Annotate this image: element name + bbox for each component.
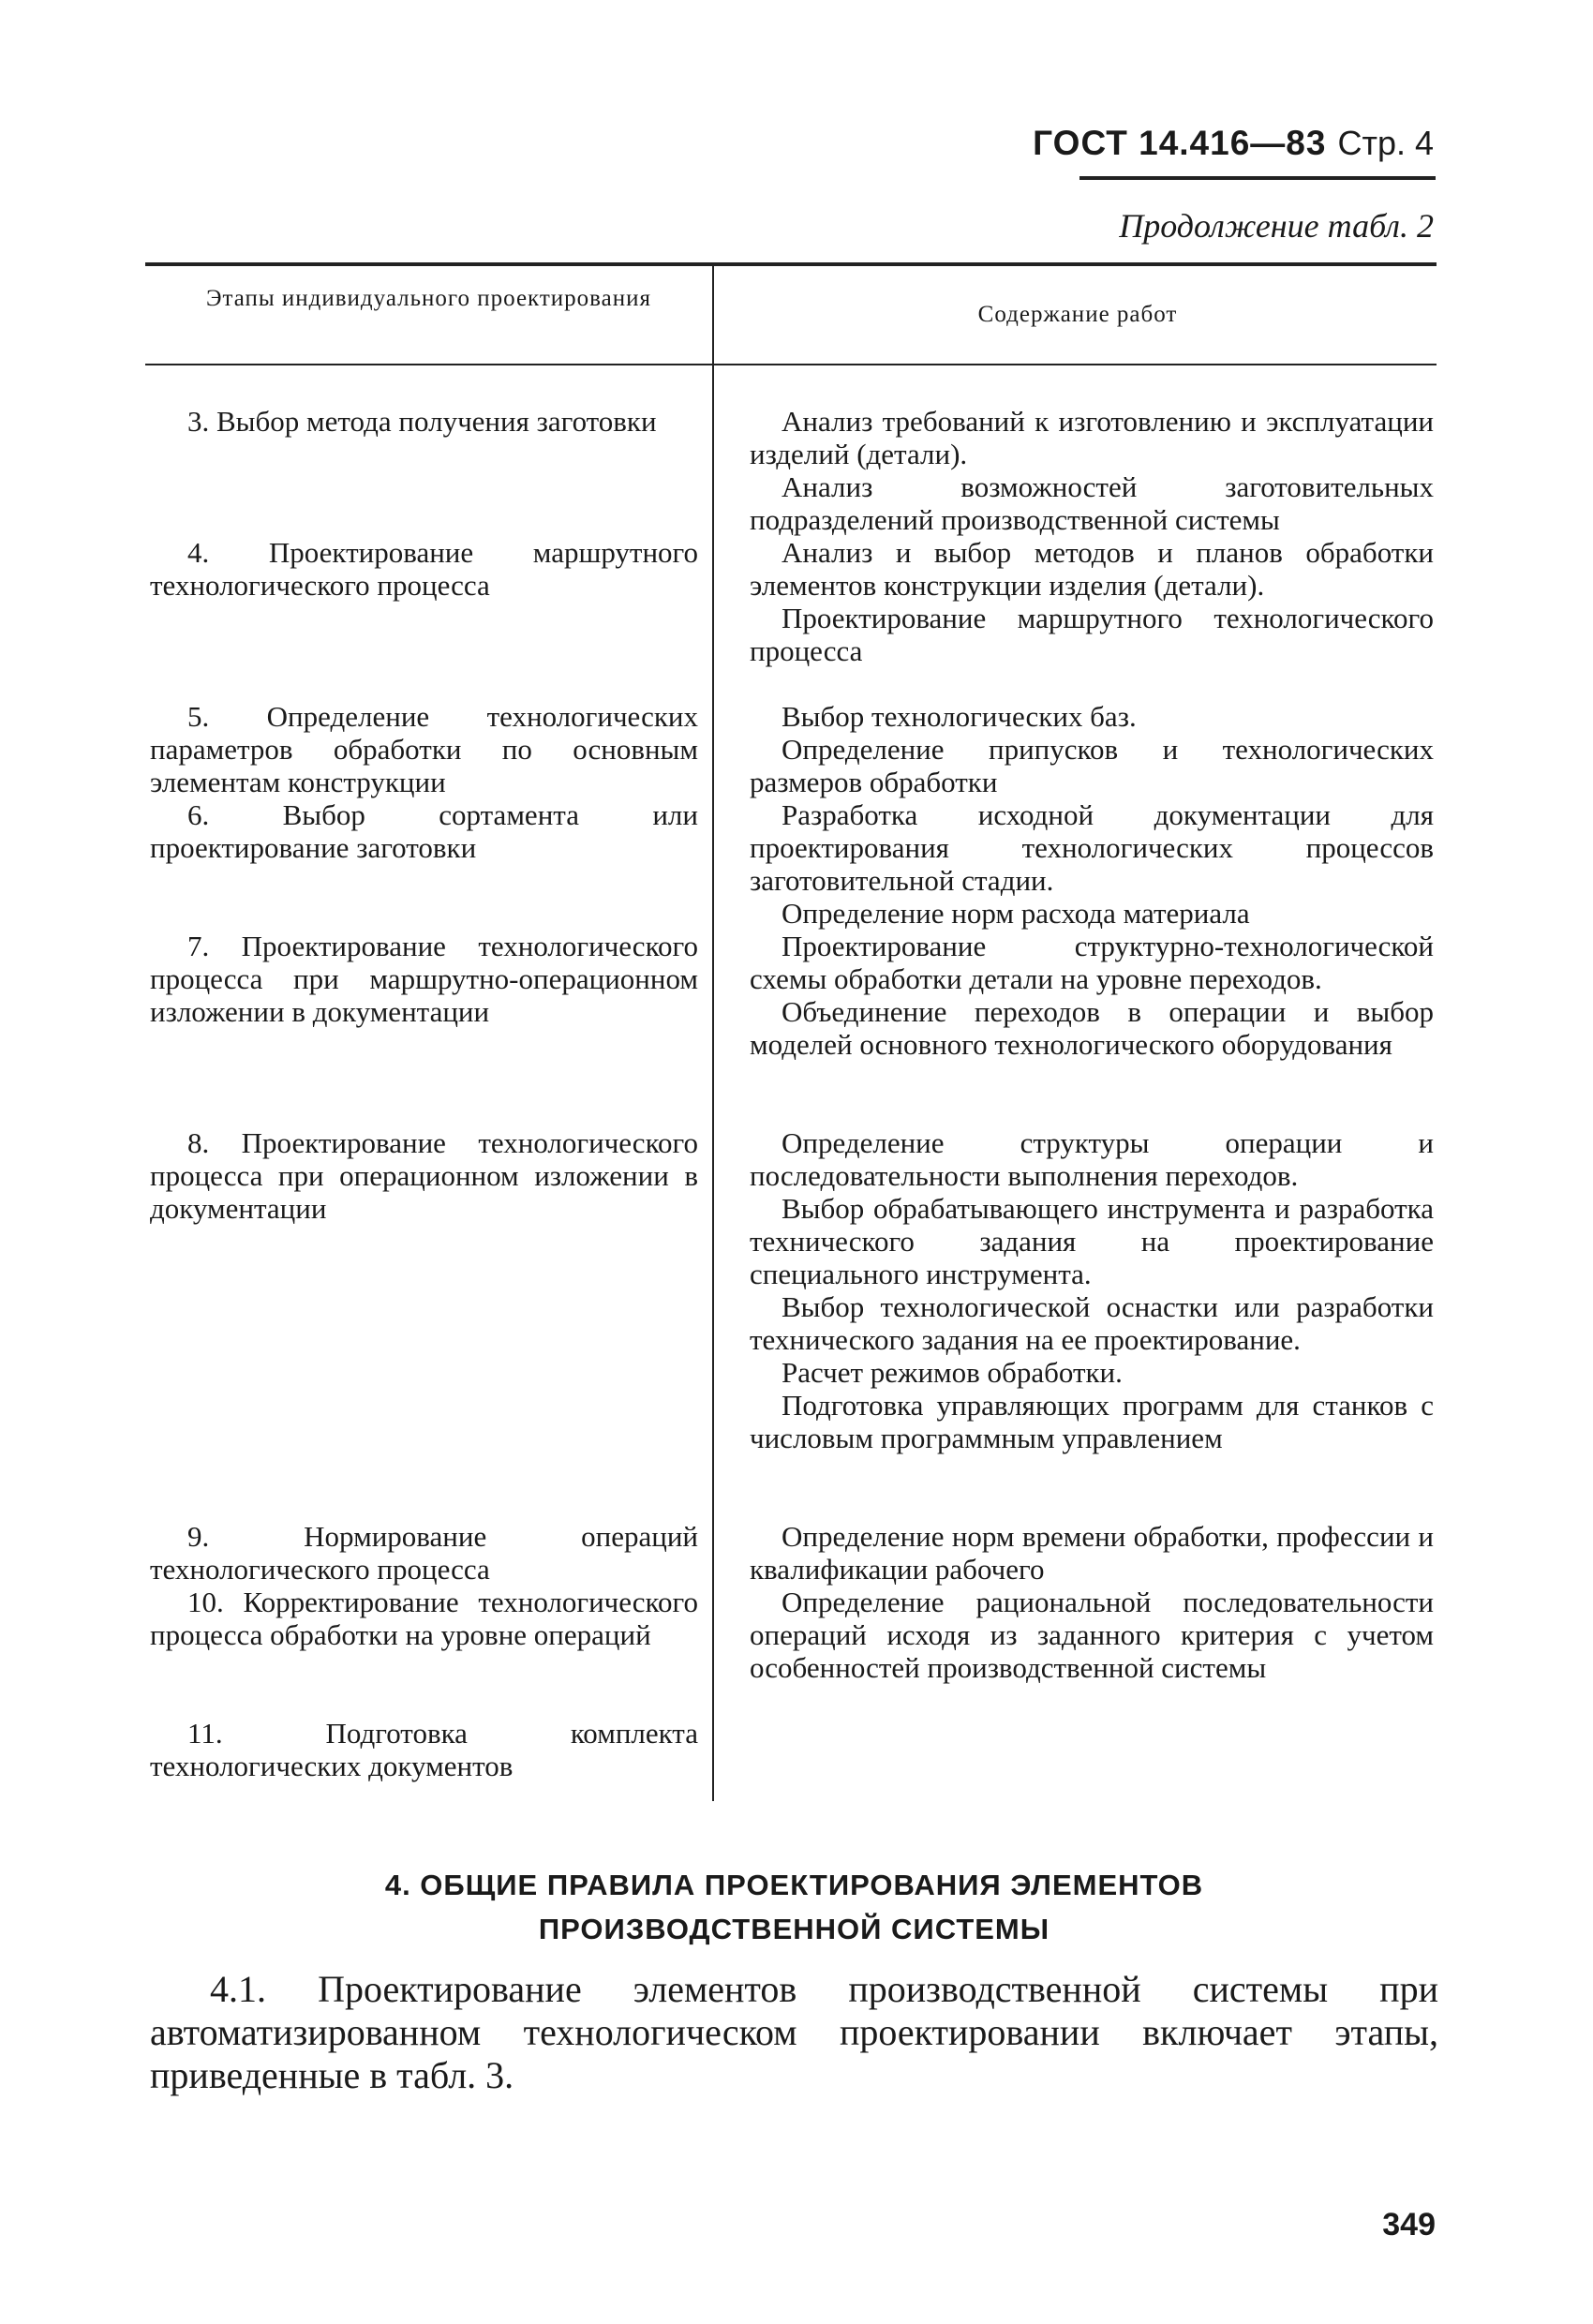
column-header-content: Содержание работ bbox=[977, 302, 1178, 327]
column-header-stages: Этапы индивидуального проектирования bbox=[205, 286, 652, 311]
stage-cell: 10. Корректирование технологического процесса обработки на уровне операций bbox=[150, 1586, 698, 1651]
stage-cell: 7. Проектирование технологического процесса при маршрутно-операционном изложении в документации bbox=[150, 930, 698, 1028]
table-column-divider bbox=[712, 264, 714, 1801]
content-paragraph: Выбор технологических баз. bbox=[782, 700, 1137, 733]
content-paragraph: Выбор технологической оснастки или разработки технического задания на ее проектирование. bbox=[750, 1290, 1434, 1356]
content-paragraph: Определение норм времени обработки, профессии и квалификации рабочего bbox=[750, 1520, 1434, 1586]
section-title-line: 4. ОБЩИЕ ПРАВИЛА ПРОЕКТИРОВАНИЯ ЭЛЕМЕНТОВ bbox=[384, 1869, 1204, 1901]
content-paragraph: Расчет режимов обработки. bbox=[782, 1356, 1123, 1389]
table-continuation-label: Продолжение табл. 2 bbox=[1119, 207, 1434, 245]
content-cell bbox=[750, 798, 1434, 930]
content-paragraph: Определение норм расхода материала bbox=[782, 897, 1250, 930]
section-title-line: ПРОИЗВОДСТВЕННОЙ СИСТЕМЫ bbox=[538, 1913, 1050, 1945]
page-label: Стр. 4 bbox=[1337, 124, 1434, 162]
content-paragraph: Подготовка управляющих программ для станков с числовым программным управлением bbox=[750, 1389, 1434, 1454]
content-paragraph: Выбор обрабатывающего инструмента и разработка технического задания на проектирование специального инструмента. bbox=[750, 1192, 1434, 1290]
content-paragraph: Определение рациональной последовательности операций исходя из заданного критерия с учетом особенностей производственной системы bbox=[750, 1586, 1434, 1684]
stage-cell: 6. Выбор сортамента или проектирование заготовки bbox=[150, 798, 698, 864]
stage-cell: 8. Проектирование технологического процесса при операционном изложении в документации bbox=[150, 1126, 698, 1225]
content-cell bbox=[750, 405, 1434, 536]
content-cell bbox=[750, 930, 1434, 1061]
content-paragraph: Проектирование маршрутного технологического процесса bbox=[750, 602, 1434, 667]
table-header-rule bbox=[145, 364, 1437, 365]
table-top-rule bbox=[145, 262, 1437, 266]
page-number: 349 bbox=[1382, 2207, 1436, 2242]
content-cell bbox=[750, 1586, 1434, 1684]
content-paragraph: Определение припусков и технологических размеров обработки bbox=[750, 733, 1434, 798]
stage-cell: 11. Подготовка комплекта технологических документов bbox=[150, 1717, 698, 1782]
content-cell bbox=[750, 536, 1434, 667]
stage-cell: 5. Определение технологических параметров обработки по основным элементам конструкции bbox=[150, 700, 698, 798]
content-paragraph: Определение структуры операции и последовательности выполнения переходов. bbox=[750, 1126, 1434, 1192]
content-cell bbox=[750, 1520, 1434, 1586]
content-paragraph: Разработка исходной документации для проектирования технологических процессов заготовительной стадии. bbox=[750, 798, 1434, 897]
content-cell bbox=[750, 1126, 1434, 1454]
content-paragraph: Анализ и выбор методов и планов обработки элементов конструкции изделия (детали). bbox=[750, 536, 1434, 602]
standard-designation: ГОСТ 14.416—83 bbox=[1033, 124, 1327, 162]
page-header bbox=[1033, 124, 1434, 163]
stage-cell: 9. Нормирование операций технологического процесса bbox=[150, 1520, 698, 1586]
section-paragraph: 4.1. Проектирование элементов производственной системы при автоматизированном технологическом проектировании включает этапы, приведенные в табл. 3. bbox=[150, 1968, 1438, 2096]
content-paragraph: Анализ возможностей заготовительных подразделений производственной системы bbox=[750, 470, 1434, 536]
content-paragraph: Объединение переходов в операции и выбор моделей основного технологического оборудования bbox=[750, 995, 1434, 1061]
stage-cell: 4. Проектирование маршрутного технологического процесса bbox=[150, 536, 698, 602]
stage-cell: 3. Выбор метода получения заготовки bbox=[187, 405, 657, 438]
content-paragraph: Анализ требований к изготовлению и эксплуатации изделий (детали). bbox=[750, 405, 1434, 470]
section-title bbox=[150, 1863, 1438, 1951]
header-underline bbox=[1079, 176, 1436, 180]
content-cell bbox=[750, 700, 1434, 798]
content-paragraph: Проектирование структурно-технологической схемы обработки детали на уровне переходов. bbox=[750, 930, 1434, 995]
